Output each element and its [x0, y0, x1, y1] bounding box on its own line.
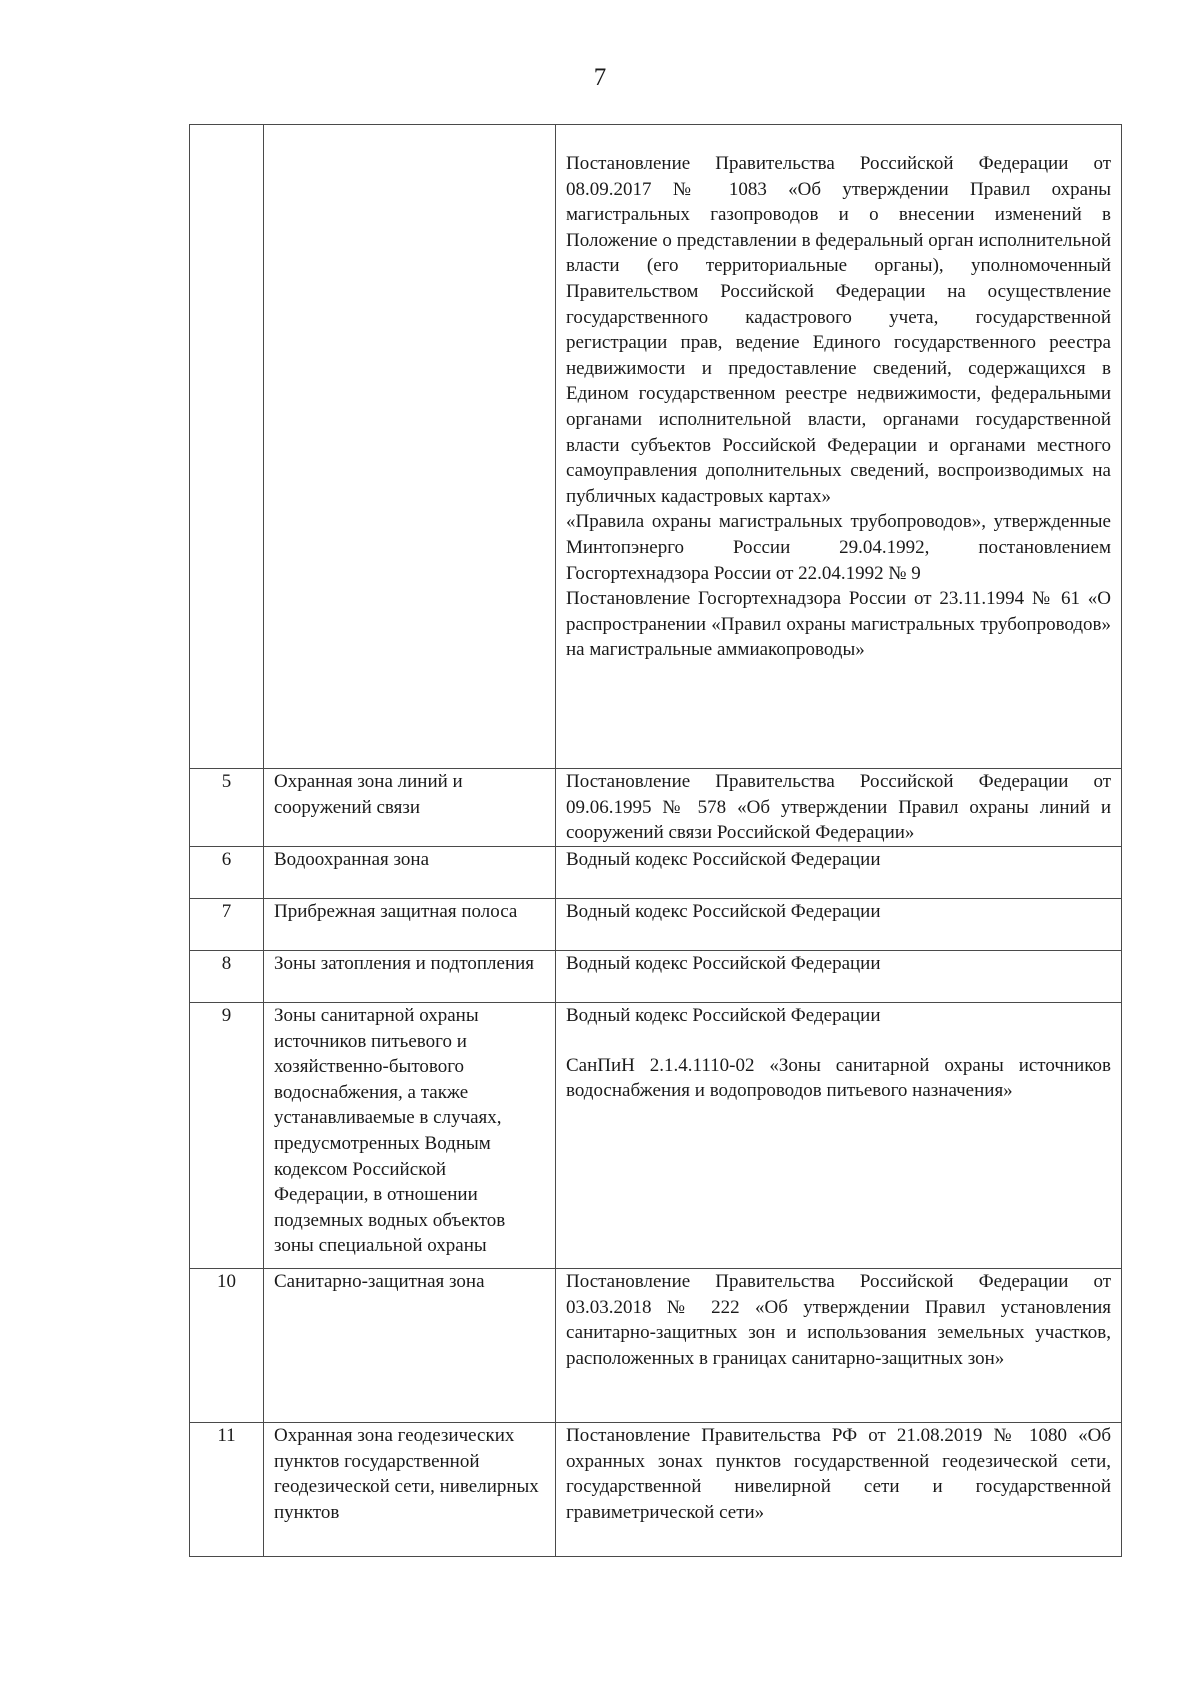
row-number: 11: [190, 1423, 264, 1557]
legal-document: Водный кодекс Российской Федерации: [566, 901, 881, 922]
row-number: 10: [190, 1269, 264, 1423]
legal-document: Постановление Госгортехнадзора России от 23.11.1994 № 61 «О распространении «Правил охраны магистральных трубопроводов» на магистральные аммиакопроводы»: [566, 588, 1111, 661]
legal-document: Постановление Правительства Российской Федерации от 03.03.2018 № 222 «Об утверждении Правил установления санитарно-защитных зон и использования земельных участков, расположенных в границах санитарно-защитных зон»: [566, 1271, 1111, 1369]
legal-basis-cell: [556, 899, 1122, 951]
legal-document: СанПиН 2.1.4.1110-02 «Зоны санитарной охраны источников водоснабжения и водопроводов питьевого назначения»: [566, 1054, 1111, 1102]
legal-document: Водный кодекс Российской Федерации: [566, 1005, 881, 1026]
legal-basis-cell: [556, 1423, 1122, 1557]
legal-basis-cell: [556, 951, 1122, 1003]
zone-name: Водоохранная зона: [264, 847, 556, 899]
table-row-8: [190, 951, 1122, 1003]
legal-document: Водный кодекс Российской Федерации: [566, 849, 881, 870]
legal-document: «Правила охраны магистральных трубопроводов», утвержденные Минтопэнерго России 29.04.1992, постановлением Госгортехнадзора России от 22.04.1992 № 9: [566, 511, 1111, 584]
table-row-7: [190, 899, 1122, 951]
legal-document: Постановление Правительства РФ от 21.08.2019 № 1080 «Об охранных зонах пунктов государственной геодезической сети, государственной нивелирной сети и государственной гравиметрической сети»: [566, 1425, 1111, 1523]
legal-basis-cell: [556, 1269, 1122, 1423]
table-row-5: [190, 769, 1122, 847]
legal-basis-cell: [556, 769, 1122, 847]
row-number: [190, 125, 264, 769]
row-number: 6: [190, 847, 264, 899]
zone-name: [264, 125, 556, 769]
table-row-10: [190, 1269, 1122, 1423]
table-row-11: [190, 1423, 1122, 1557]
row-number: 9: [190, 1003, 264, 1269]
zone-name: Охранная зона линий и сооружений связи: [264, 769, 556, 847]
zone-name: Охранная зона геодезических пунктов государственной геодезической сети, нивелирных пунктов: [264, 1423, 556, 1557]
table-row-9: [190, 1003, 1122, 1269]
table-row-6: [190, 847, 1122, 899]
zone-name: Зоны санитарной охраны источников питьевого и хозяйственно-бытового водоснабжения, а также устанавливаемые в случаях, предусмотренных Водным кодексом Российской Федерации, в отношении подземных водных объектов зоны специальной охраны: [264, 1003, 556, 1269]
legal-basis-cell: [556, 125, 1122, 769]
legal-document: Водный кодекс Российской Федерации: [566, 953, 881, 974]
table-row-continuation: [190, 125, 1122, 769]
zone-name: Санитарно-защитная зона: [264, 1269, 556, 1423]
page-number: 7: [593, 64, 607, 91]
legal-basis-cell: [556, 1003, 1122, 1269]
legal-document: Постановление Правительства Российской Федерации от 08.09.2017 № 1083 «Об утверждении Правил охраны магистральных газопроводов и о внесении изменений в Положение о представлении в федеральный орган исполнительной власти (его территориальные органы), уполномоченный Правительством Российской Федерации на осуществление государственного кадастрового учета, государственной регистрации прав, ведение Единого государственного реестра недвижимости и предоставление сведений, содержащихся в Едином государственном реестре недвижимости, федеральными органами исполнительной власти, органами государственной власти субъектов Российской Федерации и органами местного самоуправления дополнительных сведений, воспроизводимых на публичных кадастровых картах»: [566, 153, 1111, 507]
zones-table: [189, 124, 1122, 1557]
row-number: 5: [190, 769, 264, 847]
zone-name: Зоны затопления и подтопления: [264, 951, 556, 1003]
legal-basis-cell: [556, 847, 1122, 899]
row-number: 8: [190, 951, 264, 1003]
row-number: 7: [190, 899, 264, 951]
legal-document: Постановление Правительства Российской Федерации от 09.06.1995 № 578 «Об утверждении Правил охраны линий и сооружений связи Российской Федерации»: [566, 771, 1111, 844]
zone-name: Прибрежная защитная полоса: [264, 899, 556, 951]
